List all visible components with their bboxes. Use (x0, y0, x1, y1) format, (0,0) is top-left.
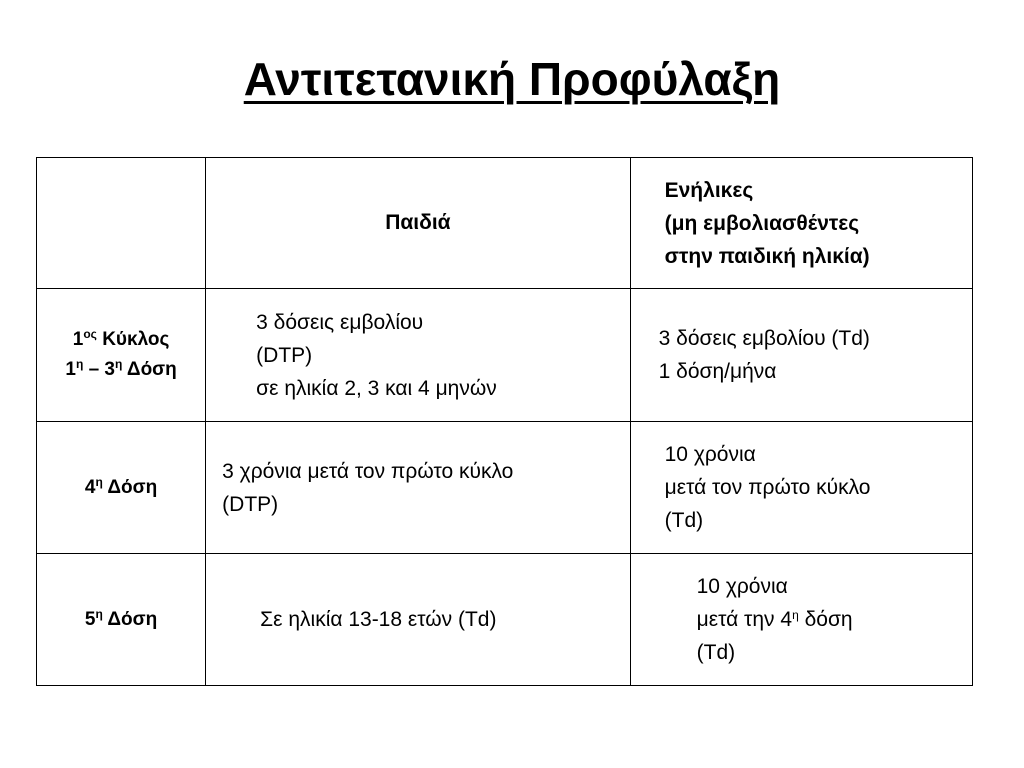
table-row (37, 422, 973, 554)
row-label-first-cycle (37, 325, 205, 385)
children-cell (206, 289, 630, 422)
label-text: Δόση (102, 476, 158, 498)
children-schedule (206, 603, 629, 636)
label-superscript: η (75, 357, 84, 371)
header-adults-line: στην παιδική ηλικία) (664, 244, 870, 268)
adults-cell (630, 422, 972, 554)
children-line: Σε ηλικία 13-18 ετών (Td) (260, 608, 497, 631)
children-line: (DTP) (256, 343, 313, 367)
label-superscript: η (95, 606, 103, 621)
table-row (37, 554, 973, 686)
header-children-label: Παιδιά (385, 211, 451, 234)
adults-text: δόση (798, 608, 853, 631)
label-text: Δόση (102, 608, 158, 630)
adults-schedule (631, 438, 972, 537)
adults-superscript: η (792, 608, 799, 622)
row-label-line (37, 325, 205, 355)
slide-title: Αντιτετανική Προφύλαξη (243, 53, 781, 105)
row-label-cell (37, 554, 206, 686)
children-line: σε ηλικία 2, 3 και 4 μηνών (256, 376, 497, 400)
children-schedule (206, 455, 629, 521)
label-text: Δόση (122, 359, 177, 380)
row-label-line (37, 355, 205, 385)
label-number: 1 (65, 359, 76, 380)
adults-line: (Td) (664, 509, 704, 532)
header-adults-label (631, 174, 972, 273)
children-line: 3 δόσεις εμβολίου (256, 310, 424, 334)
adults-line: μετά τον πρώτο κύκλο (664, 476, 871, 499)
label-superscript: η (115, 357, 123, 371)
row-label-cell (37, 289, 206, 422)
label-superscript: ος (83, 327, 97, 341)
adults-schedule (631, 322, 972, 388)
header-adults-line: (μη εμβολιασθέντες (664, 211, 860, 235)
header-corner-cell (37, 158, 206, 289)
table-row (37, 289, 973, 422)
adults-line: 10 χρόνια (664, 443, 756, 466)
header-adults-cell (630, 158, 972, 289)
adults-line: 10 χρόνια (696, 575, 788, 598)
children-cell (206, 554, 630, 686)
adults-schedule (631, 570, 972, 669)
children-line: 3 χρόνια μετά τον πρώτο κύκλο (222, 459, 514, 483)
table-header-row (37, 158, 973, 289)
label-text: Κύκλος (96, 329, 170, 350)
adults-cell (630, 554, 972, 686)
adults-text: μετά την 4 (696, 608, 793, 631)
children-cell (206, 422, 630, 554)
label-superscript: η (95, 474, 103, 489)
row-label-cell (37, 422, 206, 554)
adults-line: 1 δόση/μήνα (658, 360, 777, 383)
label-number: 4 (84, 476, 96, 498)
children-schedule (206, 306, 629, 405)
row-label-fourth-dose (37, 473, 205, 503)
adults-line: (Td) (696, 641, 736, 664)
header-children-cell (206, 158, 630, 289)
header-adults-line: Ενήλικες (664, 178, 754, 202)
row-label-fifth-dose (37, 605, 205, 635)
adults-line (697, 603, 972, 636)
label-number: 1 (72, 329, 84, 350)
prophylaxis-table (36, 157, 973, 686)
adults-cell (630, 289, 972, 422)
children-line: (DTP) (222, 492, 279, 516)
label-number: 5 (84, 608, 96, 630)
adults-line: 3 δόσεις εμβολίου (Td) (658, 327, 870, 350)
label-text: – 3 (83, 359, 115, 380)
